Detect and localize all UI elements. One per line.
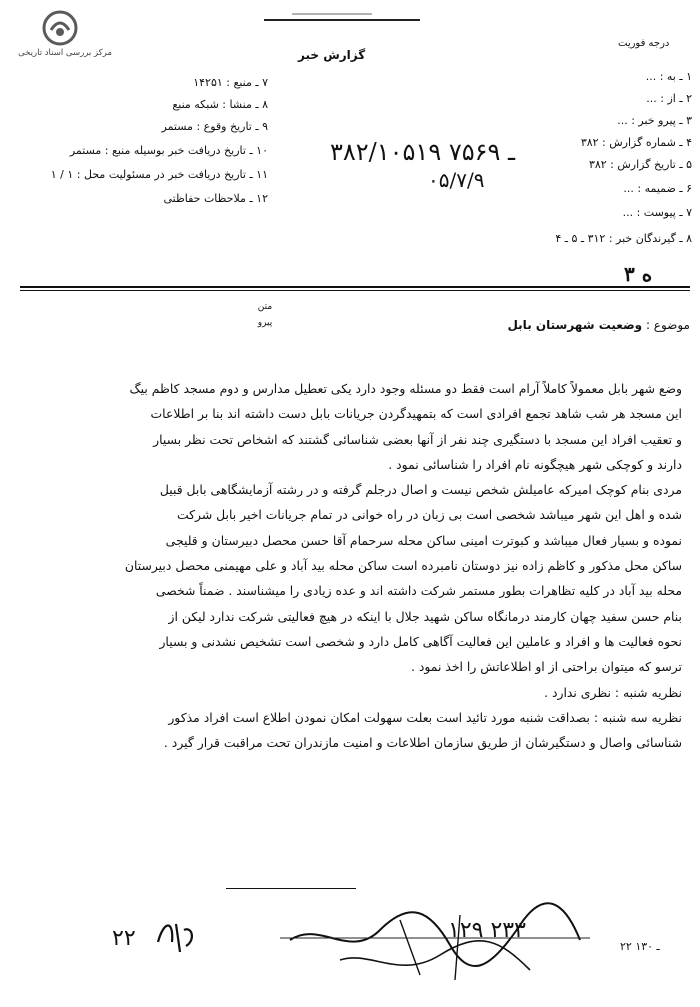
right-field-enclosure: ۷ ـ پیوست : ... [622,206,692,219]
left-field-source: ۷ ـ منبع : ۱۴۲۵۱ [193,76,268,89]
body-line: محله بید آباد در کلیه تظاهرات بطور مستمر شرکت داشته اند و عده زیادی را میشناسند . ضمناً شخصی [155,583,682,599]
right-field-follow-up: ۳ ـ پیرو خبر : ... [617,114,692,127]
side-mark-text: متن [257,302,273,312]
right-field-report-date: ۵ ـ تاریخ گزارش : ۳۸۲ [588,158,692,171]
right-field-attachment: ۶ ـ ضمیمه : ... [623,182,692,195]
body-line: نحوه فعالیت ها و افراد و عاملین این فعالیت آگاهی کامل دارد و شخصی است تشخیص نشدنی و بسیار [159,633,682,649]
code-mark: ۳ ه [624,262,653,286]
document-title: گزارش خبر [298,48,366,62]
urgency-label: درجه فوریت [618,38,670,49]
footer-short-rule [226,888,356,889]
body-line: شده و اهل این شهر میباشد شخصی است بی زبان در راه خوانی در تمام جریانات اخیر بابل شرکت [176,507,682,523]
left-field-protection-notes: ۱۲ ـ ملاحظات حفاظتی [163,192,268,205]
right-field-recipients: ۸ ـ گیرندگان خبر : ۳۱۲ ـ ۵ ـ ۴ [555,232,692,245]
archive-logo [10,8,120,64]
left-field-received-by-source: ۱۰ ـ تاریخ دریافت خبر بوسیله منبع : مستمر [69,144,268,157]
opinion-saturday: نظریه شنبه : نظری ندارد . [544,684,682,700]
right-field-report-number: ۴ ـ شماره گزارش : ۳۸۲ [580,136,692,149]
handwritten-date: ۰۵/۷/۹ [428,168,485,192]
subject-label: موضوع : [645,318,690,332]
opinion-tuesday-cont: شناسائی واصال و دستگیرشان از طریق سازمان اطلاعات و امنیت مازندران تحت مراقبت قرار گیرد . [163,735,682,751]
subject-line [420,318,690,332]
body-line: نموده و بسیار فعال میباشد و کبوترت امینی ساکن محله سرحمام آقا حسن محصل دبیرستان و قلیجی [165,532,682,548]
header-divider-thin [20,290,690,291]
header-divider [20,286,690,288]
opinion-tuesday: نظریه سه شنبه : بصداقت شنبه مورد تائید است بعلت سهولت امکان نمودن اطلاع است افراد مذکور [168,709,682,725]
body-line: ترسو که میتوان براحتی از او اطلاعاتش را اخذ نمود . [411,659,682,675]
report-body [28,376,682,755]
top-stamp-mark [262,10,422,26]
handwritten-reference-number: ۳۸۲/۱۰۵۱۹ ـ ۷۵۶۹ [330,138,516,166]
left-field-origin: ۸ ـ منشا : شبکه منبع [172,98,268,111]
body-line: دارند و کوچکی شهر هیچگونه نام افراد را شناسائی نمود . [388,456,682,472]
body-line: مردی بنام کوچک امیرکه عامیلش شخص نیست و اصال درجلم گرفته و در رشته آزمایشگاهی بابل قبیل [159,482,682,498]
handwritten-left-number: ۲۲ [112,926,136,951]
archive-caption: مرکز بررسی اسناد تاریخی [18,48,112,58]
right-field-to: ۱ ـ به : ... [645,70,692,83]
body-line: این مسجد هر شب شاهد تجمع افرادی است که بتمهیدگردن جریانات بابل دست داشته اند بنا بر اطلاعات [150,406,682,422]
archive-emblem-icon [42,10,78,46]
body-line: ساکن محل مذکور و کاظم زاده نیز دوستان نامبرده است ساکن محله بید آباد و علی مهیمنی محصل دبیرستان [124,558,682,574]
left-field-occurrence-date: ۹ ـ تاریخ وقوع : مستمر [161,120,268,133]
body-line: و تعقیب افراد این مسجد با دستگیری چند نفر از آنها بعضی شناسائی گشتند که اشخاص تحت نظر بسیار [153,431,682,447]
subject-text: وضعیت شهرستان بابل [507,318,643,332]
footer-serial: ۲۲ ـ ۱۳۰ [620,940,660,953]
left-field-received-location: ۱۱ ـ تاریخ دریافت خبر در مسئولیت محل : ۱ / ۱ [50,168,268,181]
handwritten-signature-number: ۱۲۹ ۲۳۳ [448,918,526,943]
side-mark-follow: پیرو [257,318,273,328]
signature-scribble [280,900,590,990]
body-line: بنام حسن سفید چهان کارمند درمانگاه ساکن شهید جلال با اینکه در هیچ فعالیتی شرکت ندارد لیکن از [168,608,682,624]
right-field-from: ۲ ـ از : ... [646,92,692,105]
handwritten-mark [150,912,200,962]
body-line: وضع شهر بابل معمولاً کاملاً آرام است فقط دو مسئله وجود دارد یکی تعطیل مدارس و دوم مسجد کاظم بیگ [129,381,682,396]
